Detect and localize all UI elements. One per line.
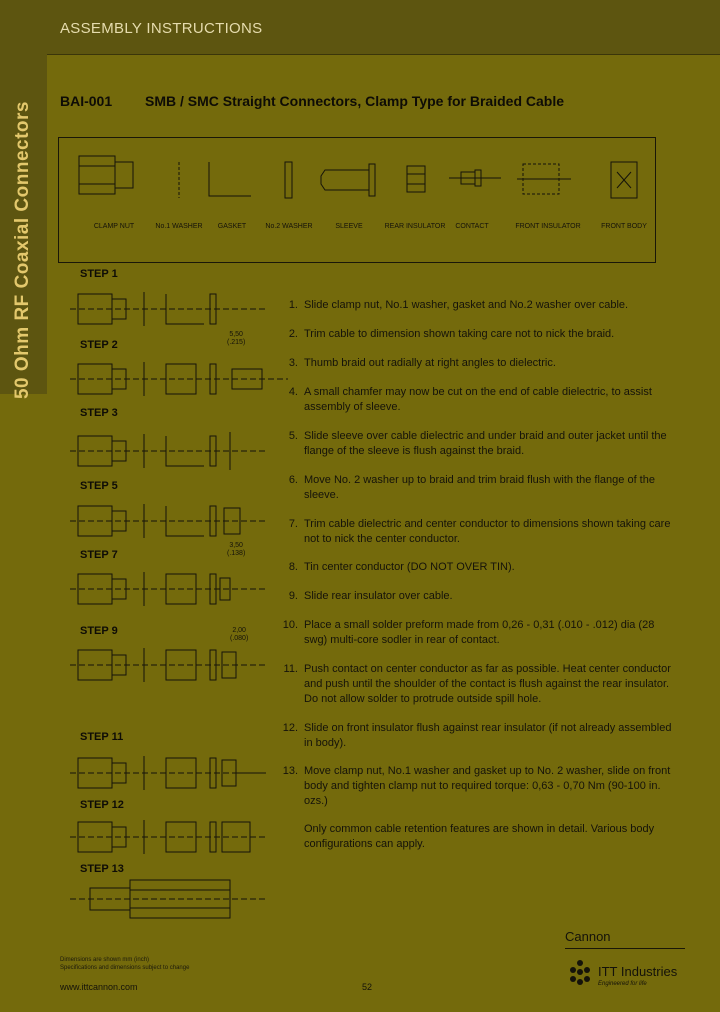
part-label-no2-washer: No.2 WASHER bbox=[265, 223, 313, 230]
instruction-7: 7. Trim cable dielectric and center conductor to dimensions shown taking care not to nick the center conductor. bbox=[288, 518, 671, 545]
itt-logo-icon bbox=[566, 958, 594, 986]
instruction-5: 5. Slide sleeve over cable dielectric and under braid and outer jacket until the flange of the sleeve is flush against the braid. bbox=[288, 430, 667, 457]
step-9-dimension: 2,00 (.080) bbox=[230, 627, 249, 642]
no1-washer-drawing bbox=[173, 160, 185, 200]
brand-divider bbox=[565, 948, 685, 949]
step-label-2: STEP 2 bbox=[80, 339, 118, 351]
part-label-clamp-nut: CLAMP NUT bbox=[93, 223, 135, 230]
front-body-drawing bbox=[605, 160, 645, 200]
step-label-12: STEP 12 bbox=[80, 799, 124, 811]
instruction-13: 13. Move clamp nut, No.1 washer and gasket up to No. 2 washer, slide on front body and tighten clamp nut to required torque: 0,63 - 0,70 Nm (90-100 in. ozs.) bbox=[282, 765, 671, 807]
front-insulator-drawing bbox=[515, 160, 575, 200]
footer-dimensions-note: Dimensions are shown mm (inch) bbox=[60, 957, 150, 963]
no2-washer-drawing bbox=[281, 160, 297, 200]
step-3-drawing bbox=[70, 428, 270, 474]
step-11-drawing bbox=[70, 750, 270, 796]
side-tab bbox=[0, 54, 47, 400]
instruction-12: 12. Slide on front insulator flush against rear insulator (if not already assembled in body). bbox=[282, 722, 672, 749]
header-bar bbox=[0, 0, 720, 55]
part-label-front-body: FRONT BODY bbox=[601, 223, 647, 230]
clamp-nut-drawing bbox=[75, 150, 139, 200]
document-title: SMB / SMC Straight Connectors, Clamp Type for Braided Cable bbox=[145, 93, 565, 109]
step-label-1: STEP 1 bbox=[80, 268, 118, 280]
page-header-title: ASSEMBLY INSTRUCTIONS bbox=[60, 20, 263, 37]
page-number: 52 bbox=[362, 982, 373, 992]
instruction-6: 6. Move No. 2 washer up to braid and trim braid flush with the flange of the sleeve. bbox=[288, 474, 655, 501]
instruction-1: 1. Slide clamp nut, No.1 washer, gasket and No.2 washer over cable. bbox=[288, 299, 629, 311]
step-12-drawing bbox=[70, 814, 270, 860]
step-label-13: STEP 13 bbox=[80, 863, 124, 875]
instruction-8: 8. Tin center conductor (DO NOT OVER TIN). bbox=[288, 561, 515, 573]
instruction-10: 10. Place a small solder preform made from 0,26 - 0,31 (.010 - .012) dia (28 swg) multi-core sodler in rear of contact. bbox=[282, 619, 655, 646]
step-9-drawing bbox=[70, 642, 270, 688]
sleeve-drawing bbox=[317, 160, 389, 200]
part-label-gasket: GASKET bbox=[217, 223, 247, 230]
step-13-drawing bbox=[70, 874, 270, 924]
part-label-no1-washer: No.1 WASHER bbox=[155, 223, 203, 230]
document-code: BAI-001 bbox=[60, 93, 113, 109]
brand-name: Cannon bbox=[565, 929, 611, 944]
retention-note: Only common cable retention features are shown in detail. Various body configurations can apply. bbox=[304, 823, 655, 850]
step-2-drawing bbox=[70, 356, 290, 402]
instruction-9: 9. Slide rear insulator over cable. bbox=[288, 590, 453, 602]
part-label-front-insulator: FRONT INSULATOR bbox=[515, 223, 581, 230]
company-name: ITT Industries bbox=[598, 964, 678, 979]
step-5-drawing bbox=[70, 498, 270, 544]
step-label-5: STEP 5 bbox=[80, 480, 118, 492]
step-label-3: STEP 3 bbox=[80, 407, 118, 419]
company-tagline: Engineered for life bbox=[598, 981, 647, 987]
gasket-drawing bbox=[205, 160, 255, 200]
parts-overview-box bbox=[58, 137, 656, 263]
footer-spec-note: Specifications and dimensions subject to change bbox=[60, 965, 190, 971]
instruction-11: 11. Push contact on center conductor as far as possible. Heat center conductor and push until the shoulder of the contact is flush against the rear insulator. Do not allow solder to protrude outside spill hole. bbox=[283, 663, 671, 705]
footer-url-link[interactable]: www.ittcannon.com bbox=[60, 982, 138, 992]
part-label-contact: CONTACT bbox=[455, 223, 489, 230]
instruction-2: 2. Trim cable to dimension shown taking care not to nick the braid. bbox=[288, 328, 615, 340]
rear-insulator-drawing bbox=[401, 160, 431, 200]
step-7-drawing bbox=[70, 566, 270, 616]
side-tab-label: 50 Ohm RF Coaxial Connectors bbox=[12, 100, 33, 400]
step-label-7: STEP 7 bbox=[80, 549, 118, 561]
step-2-dimension: 5,50 (.215) bbox=[227, 331, 246, 346]
part-label-sleeve: SLEEVE bbox=[335, 223, 363, 230]
contact-drawing bbox=[447, 160, 503, 200]
step-label-9: STEP 9 bbox=[80, 625, 118, 637]
step-7-dimension: 3,50 (.138) bbox=[227, 542, 246, 557]
step-label-11: STEP 11 bbox=[80, 731, 124, 743]
step-1-drawing bbox=[70, 286, 270, 332]
part-label-rear-insulator: REAR INSULATOR bbox=[384, 223, 446, 230]
instruction-4: 4. A small chamfer may now be cut on the end of cable dielectric, to assist assembly of sleeve. bbox=[288, 386, 652, 413]
instruction-3: 3. Thumb braid out radially at right angles to dielectric. bbox=[288, 357, 556, 369]
